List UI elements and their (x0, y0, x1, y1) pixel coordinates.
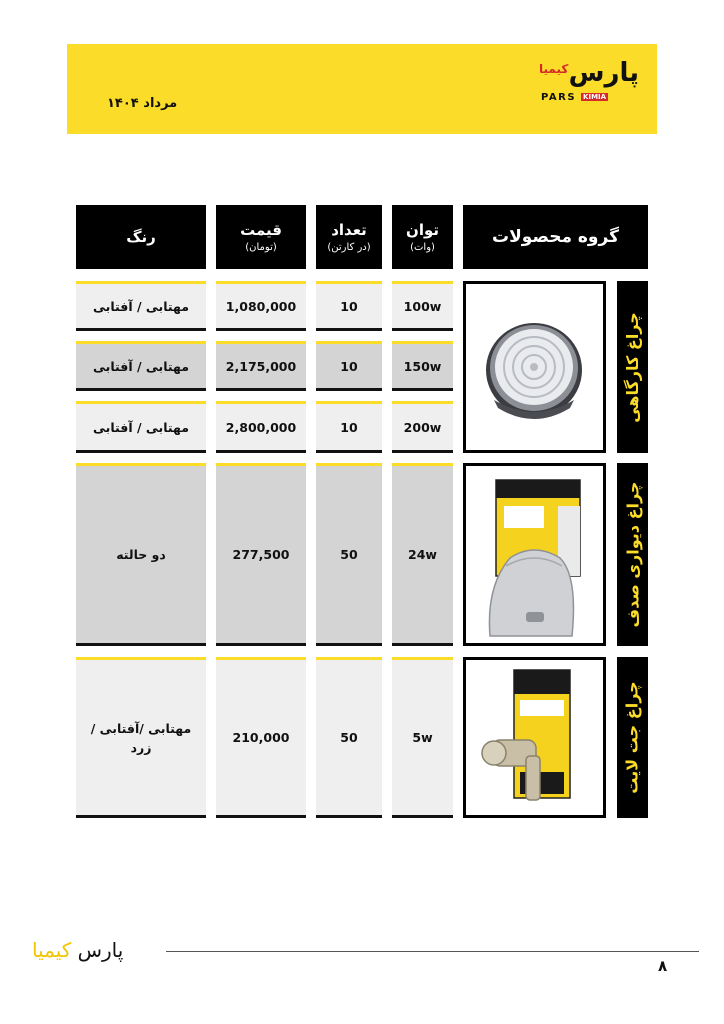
product-image-shell (463, 463, 606, 646)
highbay-lamp-icon (466, 284, 603, 450)
page-number: ۸ (658, 957, 668, 975)
jet-light-lamp-icon (466, 660, 603, 815)
footer-divider (166, 951, 699, 952)
cell-price: 2,800,000 (216, 401, 306, 453)
cell-qty: 50 (316, 657, 382, 818)
cell-power: 200w (392, 401, 453, 453)
brand-logo (539, 58, 639, 104)
cell-price: 2,175,000 (216, 341, 306, 391)
cell-qty: 10 (316, 341, 382, 391)
column-header-price-unit: (تومان) (245, 242, 277, 253)
cell-power: 100w (392, 281, 453, 331)
cell-color: مهتابی / آفتابی (76, 341, 206, 391)
column-header-qty (316, 205, 382, 269)
column-header-power (392, 205, 453, 269)
group-label-shell-text: چراغ دیواری صدف (623, 481, 642, 628)
group-label-shell (617, 463, 648, 646)
logo-latin-sub-text: KIMIA (583, 93, 607, 101)
group-label-highbay-text: چراغ کارگاهی (623, 311, 642, 423)
column-header-color (76, 205, 206, 269)
cell-color: مهتابی / آفتابی (76, 281, 206, 331)
cell-qty: 10 (316, 401, 382, 453)
column-header-qty-label: تعداد (331, 221, 367, 239)
cell-color: مهتابی /آفتابی / زرد (76, 657, 206, 818)
group-label-jetlight (617, 657, 648, 818)
cell-price: 277,500 (216, 463, 306, 646)
logo-fa-sub-text: کیمیا (539, 62, 569, 76)
column-header-price (216, 205, 306, 269)
cell-color: دو حالته (76, 463, 206, 646)
product-image-jetlight (463, 657, 606, 818)
footer-brand-black: پارس (77, 938, 124, 962)
column-header-group-label: گروه محصولات (492, 227, 619, 247)
product-image-highbay (463, 281, 606, 453)
cell-price: 1,080,000 (216, 281, 306, 331)
header-banner (67, 44, 657, 134)
cell-power: 5w (392, 657, 453, 818)
cell-price: 210,000 (216, 657, 306, 818)
logo-latin (541, 92, 639, 104)
cell-qty: 10 (316, 281, 382, 331)
column-header-group (463, 205, 648, 269)
cell-power: 150w (392, 341, 453, 391)
column-header-color-label: رنگ (126, 228, 156, 246)
column-header-power-label: توان (406, 221, 439, 239)
cell-power: 24w (392, 463, 453, 646)
group-label-jetlight-text: چراغ جت لایت (623, 681, 642, 794)
footer-brand-yellow: کیمیا (32, 938, 72, 962)
footer-brand (32, 938, 123, 962)
header-date: مرداد ۱۴۰۴ (107, 96, 178, 111)
column-header-power-unit: (وات) (410, 242, 435, 253)
shell-wall-lamp-icon (466, 466, 603, 643)
column-header-price-label: قیمت (240, 221, 282, 239)
cell-color: مهتابی / آفتابی (76, 401, 206, 453)
logo-latin-text: PARS (541, 92, 577, 103)
cell-qty: 50 (316, 463, 382, 646)
logo-fa-text: پارس (568, 58, 639, 88)
column-header-qty-unit: (در کارتن) (327, 242, 371, 253)
group-label-highbay (617, 281, 648, 453)
